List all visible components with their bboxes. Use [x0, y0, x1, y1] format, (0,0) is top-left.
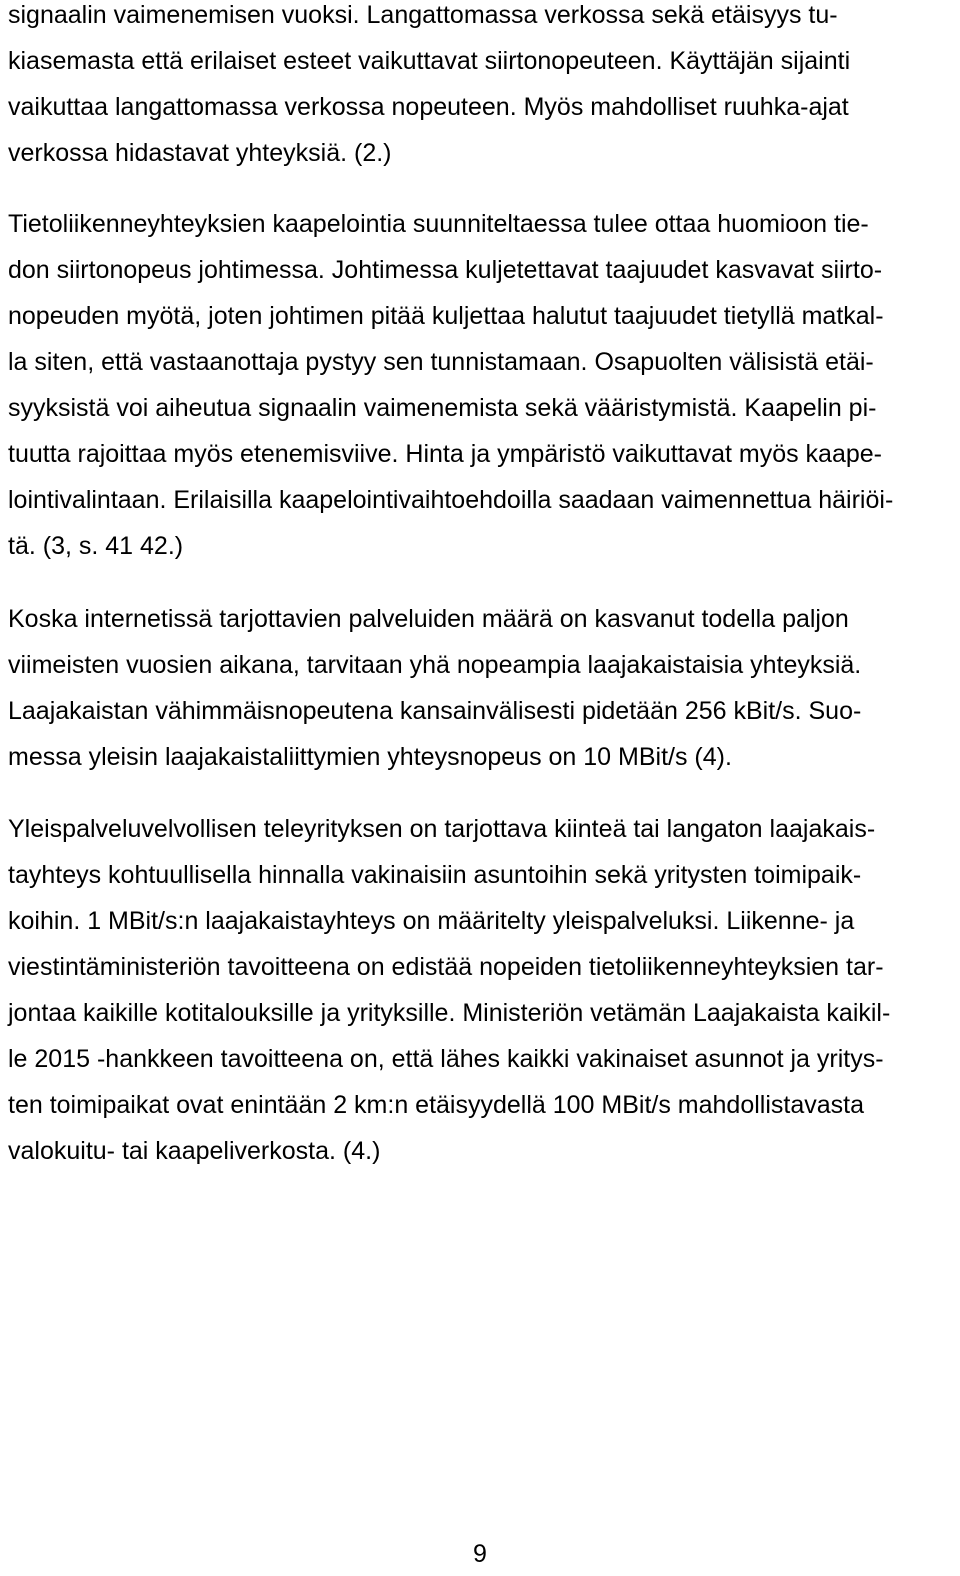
text-line: Tietoliikenneyhteyksien kaapelointia suunniteltaessa tulee ottaa huomioon tie- — [8, 210, 869, 238]
paragraph-broadband-speed — [8, 596, 948, 780]
text-line: Laajakaistan vähimmäisnopeutena kansainvälisesti pidetään 256 kBit/s. Suo- — [8, 697, 862, 725]
text-line: ten toimipaikat ovat enintään 2 km:n etäisyydellä 100 MBit/s mahdollistavasta — [8, 1091, 865, 1119]
paragraph-universal-service — [8, 806, 948, 1174]
paragraph-wireless-speed — [8, 0, 948, 176]
paragraph-cabling — [8, 201, 948, 569]
text-line: verkossa hidastavat yhteyksiä. (2.) — [8, 139, 392, 167]
text-line: la siten, että vastaanottaja pystyy sen tunnistamaan. Osapuolten välisistä etäi- — [8, 348, 874, 376]
text-line: messa yleisin laajakaistaliittymien yhteysnopeus on 10 MBit/s (4). — [8, 743, 732, 771]
text-line: jontaa kaikille kotitalouksille ja yrityksille. Ministeriön vetämän Laajakaista kaikil- — [8, 999, 891, 1027]
text-line: le 2015 -hankkeen tavoitteena on, että lähes kaikki vakinaiset asunnot ja yritys- — [8, 1045, 884, 1073]
text-line: tuutta rajoittaa myös etenemisviive. Hinta ja ympäristö vaikuttavat myös kaape- — [8, 440, 882, 468]
text-line: kiasemasta että erilaiset esteet vaikuttavat siirtonopeuteen. Käyttäjän sijainti — [8, 47, 851, 75]
text-line: tä. (3, s. 41 42.) — [8, 532, 184, 560]
text-line: syyksistä voi aiheutua signaalin vaimenemista sekä vääristymistä. Kaapelin pi- — [8, 394, 877, 422]
text-line: tayhteys kohtuullisella hinnalla vakinaisiin asuntoihin sekä yritysten toimipaik- — [8, 861, 862, 889]
text-line: Yleispalveluvelvollisen teleyrityksen on tarjottava kiinteä tai langaton laajakais- — [8, 815, 876, 843]
text-line: viestintäministeriön tavoitteena on edistää nopeiden tietoliikenneyhteyksien tar- — [8, 953, 884, 981]
text-line: viimeisten vuosien aikana, tarvitaan yhä nopeampia laajakaistaisia yhteyksiä. — [8, 651, 862, 679]
text-line: Koska internetissä tarjottavien palveluiden määrä on kasvanut todella paljon — [8, 605, 849, 633]
text-line: nopeuden myötä, joten johtimen pitää kuljettaa halutut taajuudet tietyllä matkal- — [8, 302, 884, 330]
text-line: vaikuttaa langattomassa verkossa nopeuteen. Myös mahdolliset ruuhka-ajat — [8, 93, 849, 121]
page-number: 9 — [473, 1540, 487, 1568]
text-line: lointivalintaan. Erilaisilla kaapelointivaihtoehdoilla saadaan vaimennettua häiriöi- — [8, 486, 894, 514]
text-line: signaalin vaimenemisen vuoksi. Langattomassa verkossa sekä etäisyys tu- — [8, 1, 838, 29]
text-line: don siirtonopeus johtimessa. Johtimessa kuljetettavat taajuudet kasvavat siirto- — [8, 256, 883, 284]
text-line: koihin. 1 MBit/s:n laajakaistayhteys on määritelty yleispalveluksi. Liikenne- ja — [8, 907, 855, 935]
text-line: valokuitu- tai kaapeliverkosta. (4.) — [8, 1137, 381, 1165]
